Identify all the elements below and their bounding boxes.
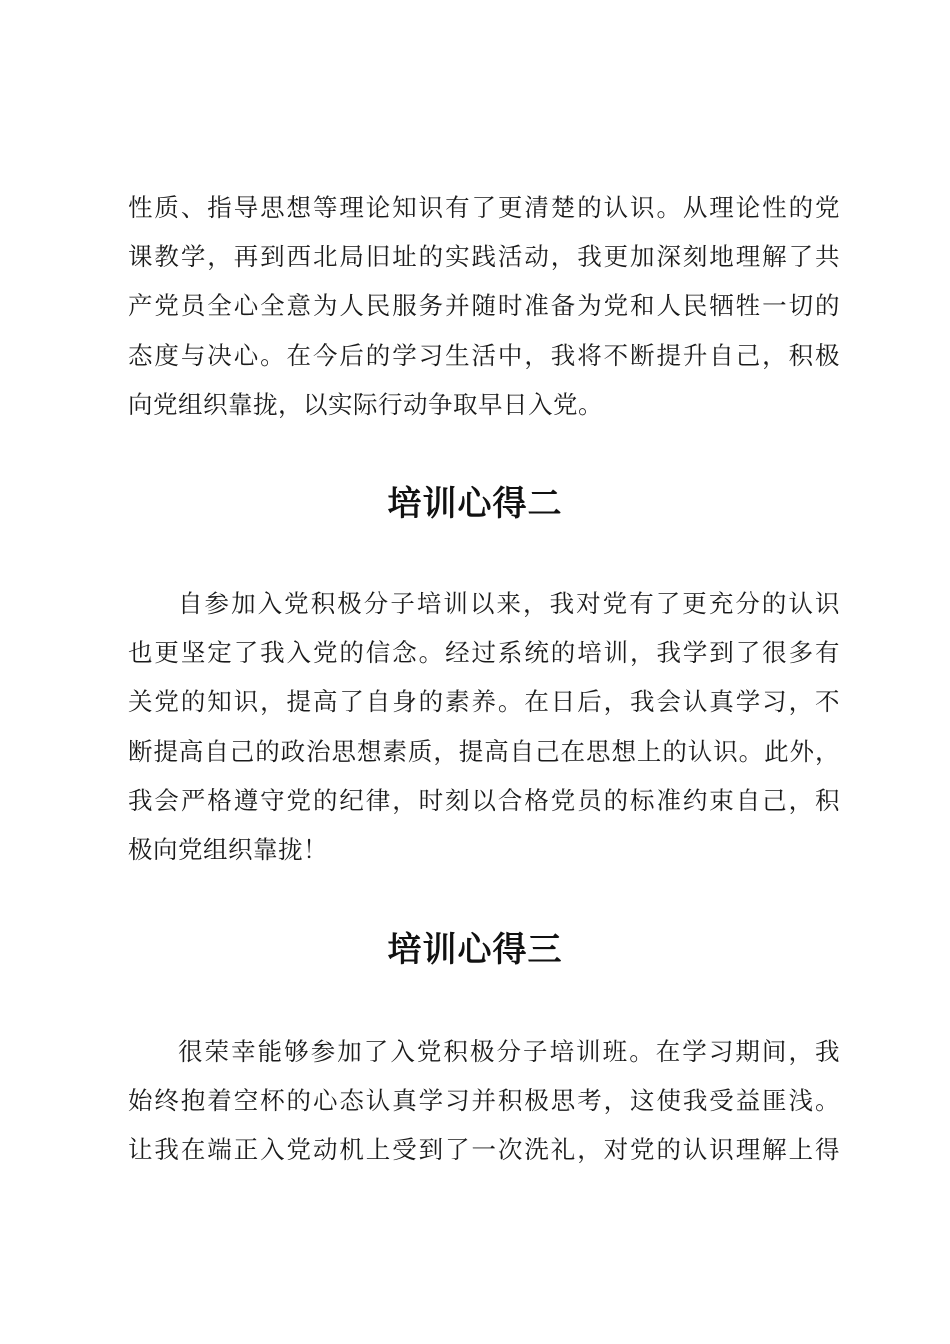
text-line: 断提高自己的政治思想素质，提高自己在思想上的认识。此外，	[128, 736, 840, 766]
text-line: 课教学，再到西北局旧址的实践活动，我更加深刻地理解了共	[128, 242, 840, 272]
text-line: 自参加入党积极分子培训以来，我对党有了更充分的认识	[178, 589, 840, 618]
text-line: 也更坚定了我入党的信念。经过系统的培训，我学到了很多有	[128, 638, 840, 668]
text-line: 我会严格遵守党的纪律，时刻以合格党员的标准约束自己，积	[128, 785, 840, 815]
text-line: 极向党组织靠拢！	[128, 834, 328, 864]
text-line: 很荣幸能够参加了入党积极分子培训班。在学习期间，我	[178, 1037, 840, 1066]
text-line: 态度与决心。在今后的学习生活中，我将不断提升自己，积极	[128, 340, 840, 370]
text-line: 让我在端正入党动机上受到了一次洗礼，对党的认识理解上得	[128, 1135, 840, 1165]
section-heading-2: 培训心得二	[387, 484, 563, 524]
paragraph-continuation	[128, 183, 840, 429]
text-line: 向党组织靠拢，以实际行动争取早日入党。	[128, 389, 603, 419]
text-line: 产党员全心全意为人民服务并随时准备为党和人民牺牲一切的	[128, 291, 840, 321]
text-line: 关党的知识，提高了自身的素养。在日后，我会认真学习，不	[128, 687, 840, 717]
section-heading-3: 培训心得三	[387, 930, 563, 970]
paragraph-section-2	[128, 579, 840, 874]
paragraph-section-3	[128, 1027, 840, 1175]
text-line: 始终抱着空杯的心态认真学习并积极思考，这使我受益匪浅。	[128, 1086, 840, 1116]
text-line: 性质、指导思想等理论知识有了更清楚的认识。从理论性的党	[128, 193, 840, 222]
